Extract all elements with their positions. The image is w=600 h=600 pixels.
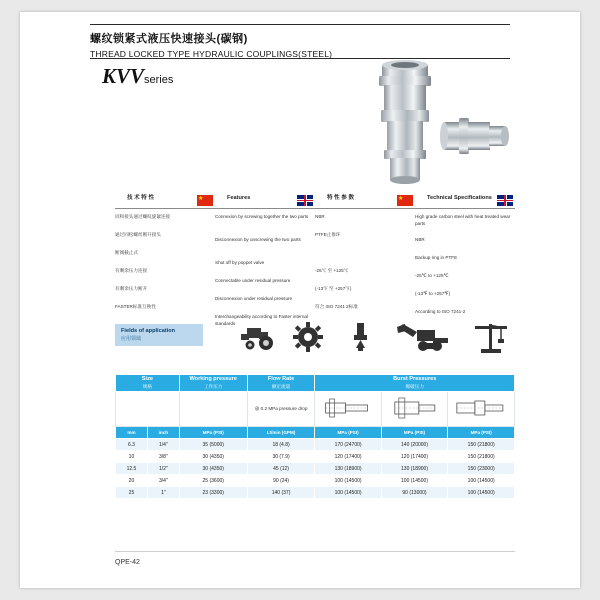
feature-cell (315, 250, 415, 263)
coupling-illustration (340, 60, 530, 185)
cell-size-mm: 12.5 (116, 463, 148, 475)
table-row (116, 451, 515, 463)
features-col-1 (215, 192, 315, 337)
cell-burst-2: 120 (17400) (381, 451, 448, 463)
cell-flow-rate: 30 (7.9) (247, 451, 315, 463)
features-col-2-header (315, 192, 415, 209)
spec-drawing-1 (315, 392, 381, 427)
spec-header-fr-en: Flow Rate (267, 376, 295, 383)
unit-mpa-psi-b1: MPa (PSI) (315, 427, 381, 439)
footer-rule (115, 551, 515, 552)
cell-flow-rate: 90 (24) (247, 475, 315, 487)
cell-burst-2: 130 (18900) (381, 463, 448, 475)
unit-mm: mm (116, 427, 148, 439)
spec-header-size (116, 375, 180, 392)
drill-icon (345, 322, 375, 352)
spec-units-row (116, 427, 515, 439)
cn-flag-icon (397, 193, 413, 211)
uk-flag-icon (497, 193, 513, 211)
catalog-page (20, 12, 580, 588)
features-col-3-title: Technical Specifications (427, 195, 492, 201)
cell-working-pressure: 35 (5000) (179, 439, 247, 451)
feature-cell: 通过同松螺丝断开接头 (115, 232, 161, 237)
feature-cell: Disconnexion by unscrewing the two parts (215, 237, 301, 242)
cell-burst-2: 140 (20000) (381, 439, 448, 451)
cell-size-mm: 25 (116, 487, 148, 499)
spec-subheader-row (116, 392, 515, 427)
spec-header-wp-en: Working pressure (189, 376, 237, 383)
feature-cell: PTFE止推环 (315, 232, 341, 237)
uk-flag-icon (297, 193, 313, 211)
spec-header-burst-pressures (315, 375, 515, 392)
coupling-plug-drawing (448, 393, 514, 423)
spec-sub-blank-1 (116, 392, 180, 427)
feature-cell: 断阀截止式 (115, 250, 138, 255)
cell-size-inch: 1/2" (147, 463, 179, 475)
cell-burst-1: 170 (24700) (315, 439, 381, 451)
coupling-section-drawing (315, 393, 380, 423)
fields-of-application (115, 324, 515, 358)
unit-lt-min: Lt/min (GPM) (247, 427, 315, 439)
cell-burst-1: 120 (17400) (315, 451, 381, 463)
feature-cell: -25℃ 至 +125℃ (315, 268, 349, 273)
cell-size-mm: 6.3 (116, 439, 148, 451)
feature-cell: High grade carbon steel with heat treated wear parts (415, 214, 511, 226)
features-table (115, 192, 515, 337)
feature-cell: According to ISO 7241-2 (415, 309, 466, 314)
header-top-rule (90, 24, 510, 25)
product-image (340, 60, 530, 185)
cell-burst-1: 100 (14500) (315, 487, 381, 499)
spec-drawing-2 (381, 392, 448, 427)
feature-cell: NBR (415, 237, 425, 242)
cell-burst-1: 100 (14500) (315, 475, 381, 487)
page-number: QPE-42 (115, 559, 140, 566)
cell-working-pressure: 30 (4350) (179, 463, 247, 475)
spec-header-fr-cn: 额定流量 (271, 383, 291, 389)
crane-icon (471, 322, 515, 354)
page-title-en: THREAD LOCKED TYPE HYDRAULIC COUPLINGS(STEEL) (90, 49, 333, 59)
spec-header-row (116, 375, 515, 392)
feature-cell: Interchangeability according to Faster internal standards (215, 314, 308, 326)
cell-burst-2: 100 (14500) (381, 475, 448, 487)
cell-size-mm: 20 (116, 475, 148, 487)
cell-burst-3: 150 (23000) (448, 463, 515, 475)
series-name (102, 64, 173, 89)
features-col-1-header (215, 192, 315, 209)
cell-burst-2: 90 (13000) (381, 487, 448, 499)
spec-header-size-en: Size (141, 376, 153, 383)
spec-header-bp-cn: 爆破压力 (405, 383, 424, 389)
table-row (116, 475, 515, 487)
spec-sub-blank-2 (179, 392, 247, 427)
feature-cell: 同和接头通过螺纹旋紧连接 (115, 214, 171, 219)
unit-mpa-psi-wp: MPa (PSI) (179, 427, 247, 439)
cell-working-pressure: 23 (3300) (179, 487, 247, 499)
page-header (90, 26, 510, 59)
spec-header-bp-en: Burst Pressures (393, 376, 437, 383)
table-row (116, 439, 515, 451)
features-col-2-title: 特 性 参 数 (327, 195, 355, 201)
specifications-table (115, 374, 515, 499)
feature-cell: (-13℉ to +257℉) (415, 291, 451, 296)
cell-size-inch: 3/8" (147, 451, 179, 463)
series-suffix: series (144, 74, 174, 86)
spec-header-flow-rate (247, 375, 315, 392)
cell-size-inch: 1" (147, 487, 179, 499)
feature-cell: NBR (315, 214, 325, 219)
feature-cell: 有剩余压力断开 (115, 286, 148, 291)
excavator-icon (395, 322, 453, 352)
cell-burst-3: 100 (14500) (448, 475, 515, 487)
features-col-1-title: Features (227, 195, 251, 201)
application-icons (233, 322, 515, 356)
cell-size-mm: 10 (116, 451, 148, 463)
cell-size-inch: 3/4" (147, 475, 179, 487)
features-col-2 (315, 192, 415, 337)
feature-cell: FASTER标准互换性 (115, 304, 156, 309)
table-row (116, 487, 515, 499)
fields-label-en: Fields of application (121, 328, 176, 334)
spec-header-size-cn: 规格 (142, 383, 152, 389)
feature-cell: 符合 ISO 7241 2标准 (315, 304, 358, 309)
coupling-socket-drawing (382, 393, 448, 423)
fields-badge (115, 324, 203, 346)
table-row (116, 463, 515, 475)
cell-burst-3: 150 (21800) (448, 439, 515, 451)
spec-flow-note: @ 0.2 MPa pressure drop (247, 392, 315, 427)
cell-flow-rate: 18 (4.8) (247, 439, 315, 451)
header-bottom-rule (90, 58, 510, 59)
features-col-3-header (415, 192, 515, 209)
feature-cell: Backup ring in PTFE (415, 255, 458, 260)
feature-cell: 有剩余压力连接 (115, 268, 148, 273)
spec-header-working-pressure (179, 375, 247, 392)
features-col-3 (415, 192, 515, 337)
cell-working-pressure: 30 (4350) (179, 451, 247, 463)
feature-cell: Shut off by poppet valve (215, 260, 265, 265)
fields-label-cn: 应用领域 (121, 336, 142, 342)
feature-cell: -25℃ to +125℃ (415, 273, 449, 278)
spec-header-wp-cn: 工作压力 (204, 383, 223, 389)
feature-cell: Connexion by screwing together the two parts (215, 214, 309, 219)
cell-burst-1: 130 (18900) (315, 463, 381, 475)
features-col-0-title: 技 术 特 性 (127, 195, 155, 201)
cell-flow-rate: 140 (37) (247, 487, 315, 499)
gear-icon (291, 322, 325, 352)
cell-burst-3: 100 (14500) (448, 487, 515, 499)
series-label: KVV (102, 64, 145, 88)
features-col-0-header (115, 192, 215, 209)
unit-mpa-psi-b3: MPa (PSI) (448, 427, 515, 439)
page-title-cn: 螺纹锁紧式液压快速接头(碳钢) (90, 33, 248, 45)
unit-mpa-psi-b2: MPa (PSI) (381, 427, 448, 439)
tractor-icon (233, 322, 275, 352)
cn-flag-icon (197, 193, 213, 211)
feature-cell: Connectable under residual pressure (215, 278, 291, 283)
cell-working-pressure: 25 (3600) (179, 475, 247, 487)
cell-flow-rate: 45 (12) (247, 463, 315, 475)
cell-size-inch: 1/4" (147, 439, 179, 451)
feature-cell: Disconnexion under residual pressure (215, 296, 293, 301)
feature-cell: (-13℉ 至 +257℉) (315, 286, 352, 291)
spec-drawing-3 (448, 392, 515, 427)
features-col-0 (115, 192, 215, 337)
cell-burst-3: 150 (21800) (448, 451, 515, 463)
unit-inch: inch (147, 427, 179, 439)
